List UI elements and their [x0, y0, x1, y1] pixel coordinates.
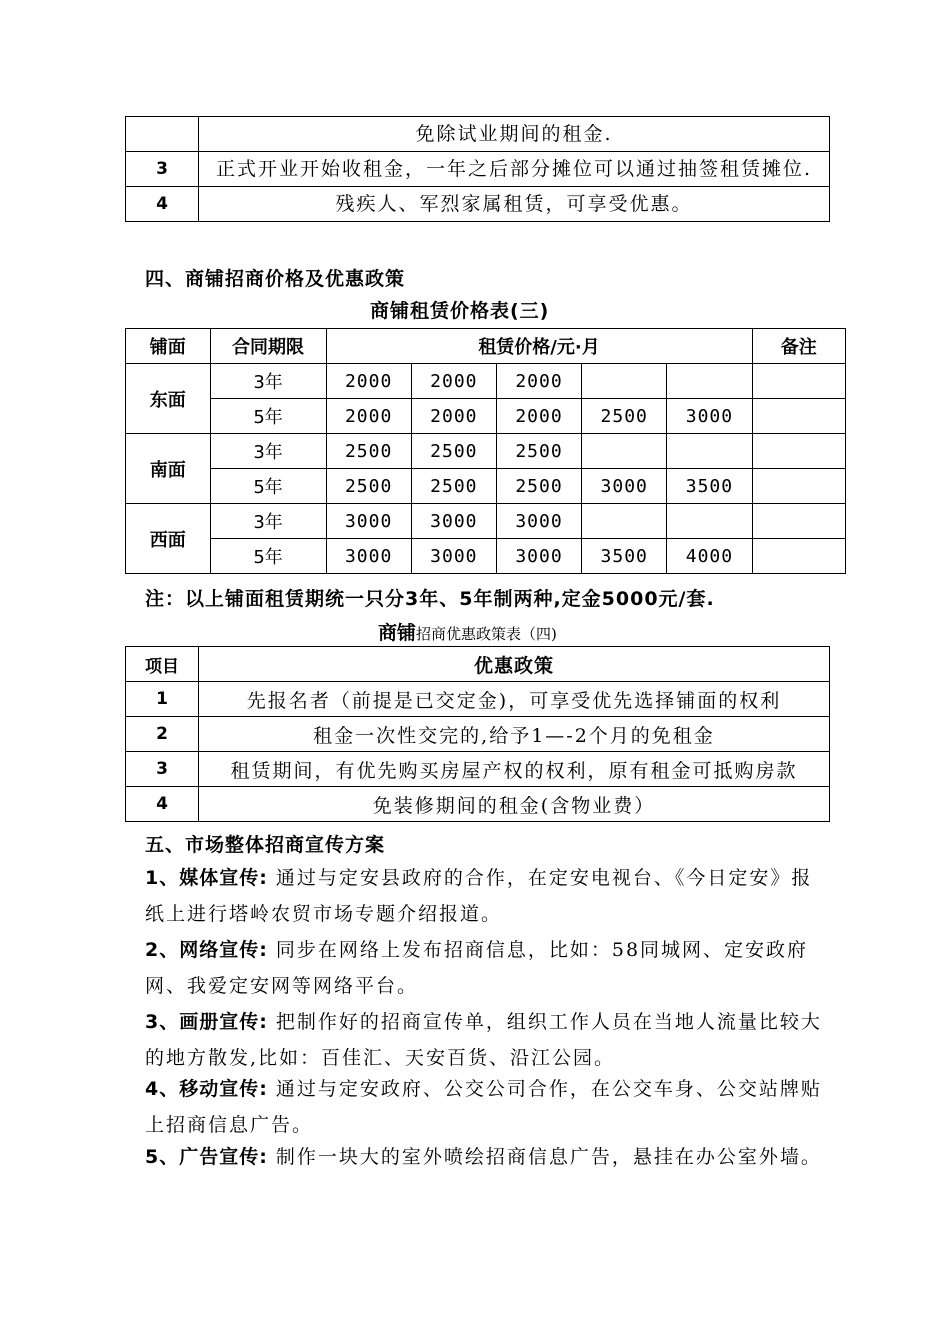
promo-label: 1、媒体宣传: — [145, 867, 268, 889]
price-cell: 2500 — [582, 399, 667, 434]
section-4-title: 四、商铺招商价格及优惠政策 — [145, 268, 406, 290]
promo-text: 把制作好的招商宣传单，组织工作人员在当地人流量比较大的地方散发,比如：百佳汇、天安百货、沿江公园。 — [145, 1011, 822, 1069]
price-table-caption: 商铺租赁价格表(三) — [370, 300, 550, 322]
price-cell: 3000 — [582, 469, 667, 504]
row-number: 1 — [126, 682, 199, 717]
note-cell — [752, 399, 845, 434]
promo-text: 通过与定安县政府的合作，在定安电视台、《今日定安》报纸上进行塔岭农贸市场专题介绍报道。 — [145, 867, 813, 925]
policy-table-caption — [378, 618, 557, 645]
note-cell — [752, 539, 845, 574]
price-cell — [582, 504, 667, 539]
price-cell: 3000 — [326, 504, 411, 539]
table-row — [126, 117, 830, 152]
price-cell: 2500 — [411, 434, 496, 469]
row-number: 3 — [126, 752, 199, 787]
row-text: 先报名者（前提是已交定金)，可享受优先选择铺面的权利 — [199, 682, 830, 717]
promo-item — [145, 1004, 825, 1076]
table-row — [126, 187, 830, 222]
promo-item — [145, 1071, 825, 1143]
promo-label: 4、移动宣传: — [145, 1078, 268, 1100]
rent-price-table — [125, 328, 846, 574]
table-row — [126, 752, 830, 787]
row-number: 3 — [126, 152, 199, 187]
table-header-row — [126, 329, 846, 364]
facade-label: 东面 — [126, 364, 211, 434]
table-row — [126, 539, 846, 574]
price-cell: 3000 — [411, 539, 496, 574]
price-cell: 2500 — [496, 469, 581, 504]
term-cell: 5年 — [210, 539, 326, 574]
price-cell: 2000 — [411, 399, 496, 434]
table-header-row — [126, 647, 830, 682]
price-cell: 2500 — [326, 434, 411, 469]
price-cell: 2000 — [411, 364, 496, 399]
table-row — [126, 399, 846, 434]
promo-text: 制作一块大的室外喷绘招商信息广告，悬挂在办公室外墙。 — [275, 1146, 822, 1168]
header-note: 备注 — [752, 329, 845, 364]
header-price: 租赁价格/元·月 — [326, 329, 752, 364]
term-cell: 3年 — [210, 364, 326, 399]
table-row — [126, 504, 846, 539]
table-row — [126, 434, 846, 469]
price-cell — [667, 364, 752, 399]
row-text: 正式开业开始收租金，一年之后部分摊位可以通过抽签租赁摊位. — [199, 152, 830, 187]
price-cell — [582, 434, 667, 469]
price-cell: 2000 — [326, 399, 411, 434]
caption-bold: 商铺 — [378, 622, 417, 644]
header-facade: 铺面 — [126, 329, 211, 364]
table-row — [126, 152, 830, 187]
facade-label: 西面 — [126, 504, 211, 574]
table-row — [126, 364, 846, 399]
price-cell: 3500 — [582, 539, 667, 574]
incentive-table-continued — [125, 116, 830, 222]
term-cell: 5年 — [210, 399, 326, 434]
price-table-note: 注：以上铺面租赁期统一只分3年、5年制两种,定金5000元/套. — [145, 588, 715, 610]
price-cell: 3000 — [411, 504, 496, 539]
section-5-title: 五、市场整体招商宣传方案 — [145, 834, 386, 856]
table-row — [126, 469, 846, 504]
term-cell: 3年 — [210, 504, 326, 539]
note-cell — [752, 504, 845, 539]
table-row — [126, 787, 830, 822]
row-number: 2 — [126, 717, 199, 752]
table-row — [126, 682, 830, 717]
price-cell: 3000 — [496, 539, 581, 574]
row-text: 租赁期间，有优先购买房屋产权的权利，原有租金可抵购房款 — [199, 752, 830, 787]
price-cell: 3000 — [667, 399, 752, 434]
promo-item — [145, 860, 825, 932]
row-number — [126, 117, 199, 152]
price-cell: 2500 — [411, 469, 496, 504]
header-policy: 优惠政策 — [199, 647, 830, 682]
price-cell — [582, 364, 667, 399]
price-cell: 3000 — [496, 504, 581, 539]
note-cell — [752, 434, 845, 469]
promo-text: 通过与定安政府、公交公司合作，在公交车身、公交站牌贴上招商信息广告。 — [145, 1078, 822, 1136]
note-cell — [752, 469, 845, 504]
table-row — [126, 717, 830, 752]
row-text: 免装修期间的租金(含物业费） — [199, 787, 830, 822]
promo-text: 同步在网络上发布招商信息，比如：58同城网、定安政府网、我爱定安网等网络平台。 — [145, 939, 809, 997]
price-cell — [667, 504, 752, 539]
price-cell — [667, 434, 752, 469]
term-cell: 5年 — [210, 469, 326, 504]
promo-item — [145, 1139, 825, 1175]
promo-label: 5、广告宣传: — [145, 1146, 268, 1168]
price-cell: 2500 — [326, 469, 411, 504]
header-item: 项目 — [126, 647, 199, 682]
price-cell: 3000 — [326, 539, 411, 574]
row-text: 租金一次性交完的,给予1—-2个月的免租金 — [199, 717, 830, 752]
row-number: 4 — [126, 787, 199, 822]
promo-item — [145, 932, 825, 1004]
price-cell: 2000 — [496, 399, 581, 434]
price-cell: 3500 — [667, 469, 752, 504]
promo-label: 2、网络宣传: — [145, 939, 268, 961]
price-cell: 2000 — [496, 364, 581, 399]
facade-label: 南面 — [126, 434, 211, 504]
price-cell: 4000 — [667, 539, 752, 574]
incentive-policy-table — [125, 646, 830, 822]
price-cell: 2000 — [326, 364, 411, 399]
row-text: 免除试业期间的租金. — [199, 117, 830, 152]
note-cell — [752, 364, 845, 399]
term-cell: 3年 — [210, 434, 326, 469]
promo-label: 3、画册宣传: — [145, 1011, 268, 1033]
row-number: 4 — [126, 187, 199, 222]
caption-rest: 招商优惠政策表（四) — [416, 625, 557, 643]
price-cell: 2500 — [496, 434, 581, 469]
header-term: 合同期限 — [210, 329, 326, 364]
row-text: 残疾人、军烈家属租赁，可享受优惠。 — [199, 187, 830, 222]
